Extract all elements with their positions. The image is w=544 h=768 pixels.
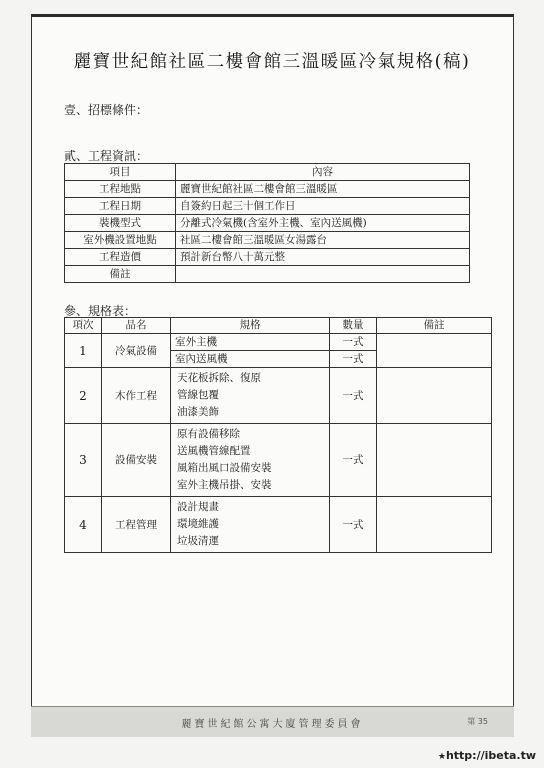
row-value: 自簽約日起三十個工作日 (176, 198, 470, 215)
row-spec-list (171, 368, 330, 424)
footer-org: 麗寶世紀館公寓大廈管理委員會 (181, 719, 364, 730)
spec-line: 室外主機吊掛、安裝 (177, 479, 272, 491)
spec-table (64, 317, 492, 553)
table-row (65, 198, 470, 215)
watermark: ★ http://ibeta.tw (438, 749, 536, 762)
row-value (176, 266, 470, 283)
row-spec-item: 室內送風機 (171, 351, 330, 368)
row-label: 備註 (65, 266, 176, 283)
row-remark (377, 497, 492, 553)
table-row (65, 334, 492, 351)
header-item: 項目 (65, 164, 176, 181)
table-row (65, 368, 492, 424)
row-label: 工程日期 (65, 198, 176, 215)
header-no: 項次 (65, 318, 102, 334)
table-row (65, 497, 492, 553)
spec-line: 送風機管線配置 (177, 445, 251, 457)
spec-line: 垃圾清運 (177, 535, 219, 547)
table-header-row (65, 164, 470, 181)
row-qty: 一式 (330, 497, 377, 553)
row-label: 工程造價 (65, 249, 176, 266)
row-name: 冷氣設備 (102, 334, 171, 368)
header-name: 品名 (102, 318, 171, 334)
header-remark: 備註 (377, 318, 492, 334)
row-label: 室外機設置地點 (65, 232, 176, 249)
header-spec: 規格 (171, 318, 330, 334)
row-label: 工程地點 (65, 181, 176, 198)
row-value: 麗寶世紀館社區二樓會館三溫暖區 (176, 181, 470, 198)
header-content: 內容 (176, 164, 470, 181)
row-value: 預計新台幣八十萬元整 (176, 249, 470, 266)
project-info-table (64, 163, 470, 283)
row-name: 工程管理 (102, 497, 171, 553)
row-qty: 一式 (330, 334, 377, 351)
row-remark (377, 424, 492, 497)
table-row (65, 249, 470, 266)
row-qty: 一式 (330, 424, 377, 497)
row-spec-list (171, 424, 330, 497)
spec-line: 環境維護 (177, 518, 219, 530)
document-title: 麗寶世紀館社區二樓會館三溫暖區冷氣規格(稿) (73, 52, 471, 72)
row-no: 1 (65, 334, 102, 368)
row-value: 社區二樓會館三溫暖區女湯露台 (176, 232, 470, 249)
table-header-row (65, 318, 492, 334)
row-qty: 一式 (330, 368, 377, 424)
table-row (65, 181, 470, 198)
row-name: 木作工程 (102, 368, 171, 424)
spec-line: 原有設備移除 (177, 428, 240, 440)
row-no: 4 (65, 497, 102, 553)
row-label: 裝機型式 (65, 215, 176, 232)
section-spec-table: 參、規格表： (64, 304, 137, 318)
row-spec-list (171, 497, 330, 553)
table-row (65, 232, 470, 249)
footer-bar (31, 706, 514, 737)
section-project-info: 貳、工程資訊： (64, 149, 149, 163)
row-remark (377, 334, 492, 368)
table-row (65, 424, 492, 497)
row-no: 2 (65, 368, 102, 424)
table-row (65, 266, 470, 283)
spec-line: 風箱出風口設備安裝 (177, 462, 272, 474)
row-no: 3 (65, 424, 102, 497)
row-spec-item: 室外主機 (171, 334, 330, 351)
spec-line: 管線包覆 (177, 389, 219, 401)
row-name: 設備安裝 (102, 424, 171, 497)
header-qty: 數量 (330, 318, 377, 334)
spec-line: 設計規畫 (177, 501, 219, 513)
spec-line: 天花板拆除、復原 (177, 372, 261, 384)
footer-page-number: 第 35 (467, 717, 488, 726)
row-remark (377, 368, 492, 424)
row-value: 分離式冷氣機(含室外主機、室內送風機) (176, 215, 470, 232)
row-qty: 一式 (330, 351, 377, 368)
section-bidding-conditions: 壹、招標條件： (64, 103, 149, 117)
spec-line: 油漆美飾 (177, 406, 219, 418)
table-row (65, 215, 470, 232)
